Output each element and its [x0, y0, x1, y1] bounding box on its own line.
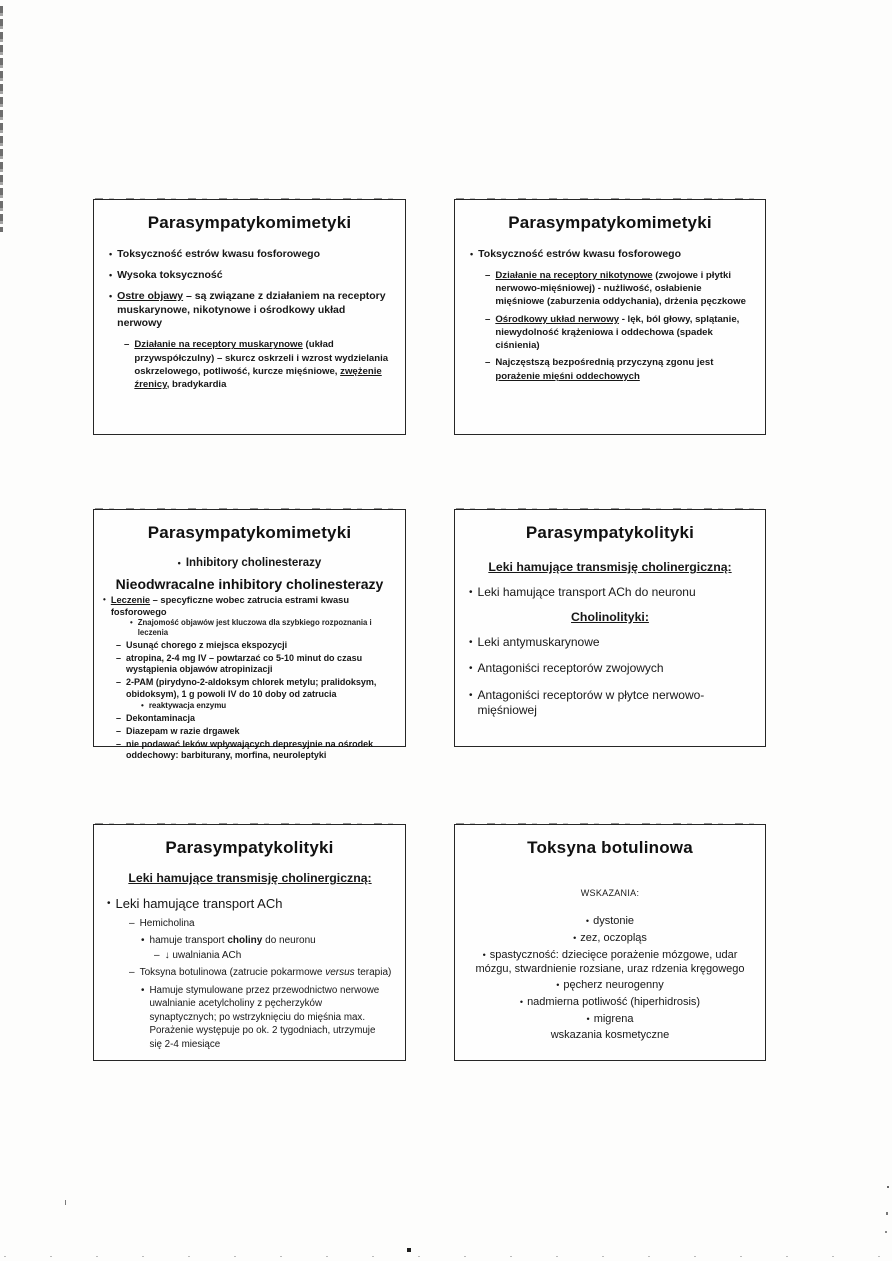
indication-item: [471, 979, 749, 993]
sub-bullet-item: [485, 313, 753, 353]
slide-4-title: Parasympatykolityki: [525, 523, 695, 542]
dash-item: [129, 918, 393, 929]
slide-4-body: [455, 560, 765, 719]
text-lead: hamuje transport: [149, 935, 228, 946]
sub-bullet-text: reaktywacja enzymu: [148, 700, 227, 710]
bullet-text-rest: – specyficzne wobec zatrucia estrami kwasu fosforowego: [110, 595, 350, 617]
bullet-icon: •: [482, 949, 486, 960]
bullet-text-rest: (zwojowe i płytki nerwowo-mięśniowej) - nużliwość, osłabienie mięśniowe (zaburzenia oddychania), drżenia pęczkowe: [495, 269, 746, 308]
section-heading: [107, 871, 393, 885]
dash-icon: –: [124, 339, 130, 351]
dash-item-text: atropina, 2-4 mg IV – powtarzać co 5-10 minut do czasu wystąpienia objawów atropinizacji: [126, 652, 363, 675]
bullet-text-rest: - lęk, ból głowy, splątanie, niewydolność krążeniowa i oddechowa (spadek ciśnienia): [495, 313, 740, 352]
dash-item-text: 2-PAM (pirydyno-2-aldoksym chlorek metylu; pralidoksym, obidoksym), 1 g powoli IV do 10 doby od zatrucia: [126, 677, 377, 699]
italic-phrase: versus: [325, 967, 355, 978]
bullet-item: [107, 896, 393, 911]
bullet-icon: •: [107, 898, 111, 909]
bullet-text-rest: – są związane z działaniem na receptory muskarynowe, nikotynowe i ośrodkowy układ nerwowy: [117, 289, 386, 330]
slide-5-parasympatykolityki: [93, 824, 406, 1061]
bullet-icon: •: [556, 980, 560, 991]
indication-text: spastyczność: dziecięce porażenie mózgowe, udar mózgu, stwardnienie rozsiane, uraz rdzenia kręgowego: [475, 948, 745, 975]
scan-artifact-top-noise: [95, 823, 404, 825]
dash-item: [116, 640, 397, 651]
bullet-text: Toksyczność estrów kwasu fosforowego: [478, 248, 682, 260]
arrow-item: [154, 950, 393, 961]
indication-text: migrena: [593, 1013, 634, 1026]
bullet-text-rest: (układ przywspółczulny) – skurcz oskrzeli i wzrost wydzielania oskrzelowego, potliwość, kurcze mięśniowe,: [134, 339, 389, 377]
indication-item: [471, 949, 749, 977]
bullet-item: [109, 269, 393, 283]
scan-artifact-top-noise: [95, 508, 404, 510]
center-bullet-line: [94, 557, 405, 569]
underlined-heading: Cholinolityki:: [571, 609, 649, 624]
text-rest: terapia): [354, 967, 392, 978]
scan-artifact-top-noise: [456, 198, 764, 200]
slide-1-body: [94, 248, 405, 391]
indication-item: [471, 932, 749, 946]
bullet-text: [111, 595, 397, 618]
sub-bullet-text: [134, 338, 393, 391]
bullet-icon: •: [469, 587, 473, 598]
bullet-icon: •: [109, 290, 113, 301]
bullet-item: [103, 595, 397, 618]
slide-2-body: [455, 248, 765, 383]
dash-icon: –: [485, 357, 491, 369]
scan-artifact-speck: [885, 1231, 887, 1233]
dash-icon: –: [485, 313, 491, 325]
bullet-icon: •: [177, 558, 181, 568]
scan-artifact-top-noise: [456, 508, 764, 510]
dash-item-text: Dekontaminacja: [126, 712, 196, 723]
sub-bullet-item: [485, 269, 753, 309]
indication-text: zez, oczopląs: [580, 931, 647, 944]
bullet-text: Wysoka toksyczność: [117, 268, 223, 281]
scan-artifact-dotted-row: [4, 1256, 888, 1257]
bullet-item: [109, 290, 393, 332]
sub-bullet-item: [141, 984, 389, 1051]
dash-item-text: nie podawać leków wpływających depresyjnie na ośrodek oddechowy: barbiturany, morfina, neuroleptyki: [126, 739, 374, 761]
slide-1-parasympatykomimetyki: [93, 199, 406, 435]
indication-item: [471, 1013, 749, 1027]
arrow-item-text: ↓ uwalniania ACh: [164, 950, 242, 961]
dash-item-text: Diazepam w razie drgawek: [126, 725, 240, 736]
bullet-icon: •: [586, 1014, 590, 1025]
bullet-text: Leki hamujące transport ACh: [115, 896, 283, 911]
sub-bullet-text: [150, 935, 393, 946]
slide-1-title: Parasympatykomimetyki: [147, 213, 352, 232]
bullet-icon: •: [141, 700, 144, 710]
dash-item: [116, 739, 397, 762]
scan-artifact-speck: [887, 1186, 889, 1188]
bullet-text: Antagoniści receptorów w płytce nerwowo-mięśniowej: [477, 687, 705, 718]
sub-bullet-text: Hamuje stymulowane przez przewodnictwo nerwowe uwalnianie acetylcholiny z pęcherzyków synaptycznych; po wstrzyknięciu do mięśnia max. Porażenie występuje po ok. 2 tygodniach, utrzymuje się 2-4 miesiące: [149, 985, 380, 1050]
bullet-item: [109, 248, 393, 262]
slide-5-body: [94, 871, 405, 1051]
sub-bullet-item: [130, 618, 397, 637]
scan-artifact-speck: [65, 1200, 66, 1205]
scan-artifact-speck: [886, 1212, 888, 1215]
indications-list: [471, 915, 749, 1027]
bold-phrase: choliny: [227, 935, 263, 946]
slide-2-title: Parasympatykomimetyki: [508, 213, 712, 232]
dash-item: [116, 677, 397, 700]
indication-item: [471, 915, 749, 929]
slide-3-title: Parasympatykomimetyki: [147, 523, 352, 542]
bullet-item: [469, 688, 751, 719]
underlined-heading: Leki hamujące transmisję cholinergiczną:: [128, 871, 372, 885]
dash-item-text: Usunąć chorego z miejsca ekspozycji: [126, 639, 288, 650]
dash-icon: –: [116, 677, 122, 688]
indication-item: [471, 996, 749, 1010]
dash-icon: –: [116, 639, 122, 650]
sub-bullet-text: [495, 313, 753, 353]
underlined-heading: Leki hamujące transmisję cholinergiczną:: [488, 560, 732, 574]
underlined-phrase: Leczenie: [110, 595, 151, 605]
dash-item: [116, 653, 397, 676]
slide-3-body: [94, 595, 405, 762]
sub-bullet-text: [495, 356, 753, 382]
bullet-icon: •: [519, 997, 524, 1008]
bullet-item: [469, 661, 751, 677]
bullet-icon: •: [130, 618, 133, 628]
bullet-icon: •: [141, 985, 145, 996]
dash-icon: –: [116, 739, 122, 750]
underlined-phrase: Ośrodkowy układ nerwowy: [495, 313, 620, 325]
scan-artifact-speck: [407, 1248, 411, 1252]
bullet-icon: •: [585, 916, 590, 926]
bullet-item: [469, 585, 751, 601]
slide-6-toksyna-botulinowa: [454, 824, 766, 1061]
sub-bullet-item: [141, 701, 397, 711]
sub-bullet-item: [141, 935, 393, 946]
bullet-icon: •: [109, 249, 113, 259]
indication-text: pęcherz neurogenny: [563, 979, 664, 992]
cosmetic-indications-text: wskazania kosmetyczne: [550, 1029, 670, 1042]
bullet-icon: •: [573, 932, 577, 943]
dash-item-text: [140, 967, 393, 978]
indication-text: dystonie: [593, 915, 635, 927]
bullet-text-rest: , bradykardia: [166, 379, 227, 390]
slide-6-body: [455, 888, 765, 1041]
bullet-text: [117, 290, 393, 332]
underlined-phrase: zwężenie źrenicy: [134, 365, 382, 390]
dash-item-text: Hemicholina: [139, 918, 195, 929]
dash-icon: –: [129, 967, 135, 978]
scan-artifact-top-noise: [95, 198, 404, 200]
dash-icon: –: [129, 918, 135, 929]
text-lead: Toksyna botulinowa (zatrucie pokarmowe: [139, 967, 326, 978]
sub-bullet-item: [124, 338, 393, 391]
scan-artifact-left-stripe: [0, 6, 3, 232]
dash-item: [129, 967, 393, 978]
bullet-icon: •: [103, 595, 106, 604]
bullet-text: Leki antymuskarynowe: [477, 634, 600, 649]
bullet-icon: •: [469, 689, 473, 701]
underlined-phrase: Ostre objawy: [117, 289, 184, 302]
section-heading: [469, 610, 751, 624]
dash-icon: –: [116, 712, 122, 723]
dash-icon: –: [485, 269, 491, 281]
sub-bullet-item: [485, 356, 753, 382]
bullet-icon: •: [141, 935, 145, 946]
dash-icon: –: [116, 725, 122, 736]
indication-text: nadmierna potliwość (hiperhidrosis): [527, 996, 701, 1009]
bullet-text-lead: Najczęstszą bezpośrednią przyczyną zgonu jest: [495, 357, 714, 369]
section-heading: Nieodwracalne inhibitory cholinesterazy: [115, 576, 384, 592]
section-heading: [469, 560, 751, 574]
underlined-phrase: Działanie na receptory muskarynowe: [134, 339, 303, 351]
bullet-icon: •: [469, 636, 473, 648]
center-bullet-text: Inhibitory cholinesterazy: [185, 557, 322, 569]
text-rest: do neuronu: [262, 935, 316, 946]
slide-5-title: Parasympatykolityki: [165, 838, 334, 857]
sub-bullet-text: [495, 269, 753, 309]
scan-artifact-top-noise: [456, 823, 764, 825]
bullet-text: Toksyczność estrów kwasu fosforowego: [117, 248, 321, 260]
dash-item: [116, 713, 397, 724]
dash-item: [116, 726, 397, 737]
bullet-icon: •: [109, 269, 113, 280]
bullet-text: Antagoniści receptorów zwojowych: [477, 661, 664, 676]
indications-label: WSKAZANIA:: [580, 888, 640, 898]
slide-2-parasympatykomimetyki: [454, 199, 766, 435]
underlined-phrase: porażenie mięśni oddechowych: [495, 370, 640, 382]
bullet-text: Leki hamujące transport ACh do neuronu: [477, 585, 696, 599]
slide-4-parasympatykolityki: [454, 509, 766, 747]
bullet-item: [470, 248, 753, 262]
slide-3-parasympatykomimetyki-inhibitory: [93, 509, 406, 761]
dash-icon: –: [116, 652, 122, 663]
bullet-icon: •: [470, 249, 474, 259]
slide-6-title: Toksyna botulinowa: [527, 838, 693, 857]
dash-icon: –: [154, 950, 160, 961]
sub-bullet-text: Znajomość objawów jest kluczowa dla szybkiego rozpoznania i leczenia: [137, 618, 372, 637]
bullet-icon: •: [469, 663, 473, 675]
bullet-item: [469, 635, 751, 651]
underlined-phrase: Działanie na receptory nikotynowe: [495, 269, 653, 281]
